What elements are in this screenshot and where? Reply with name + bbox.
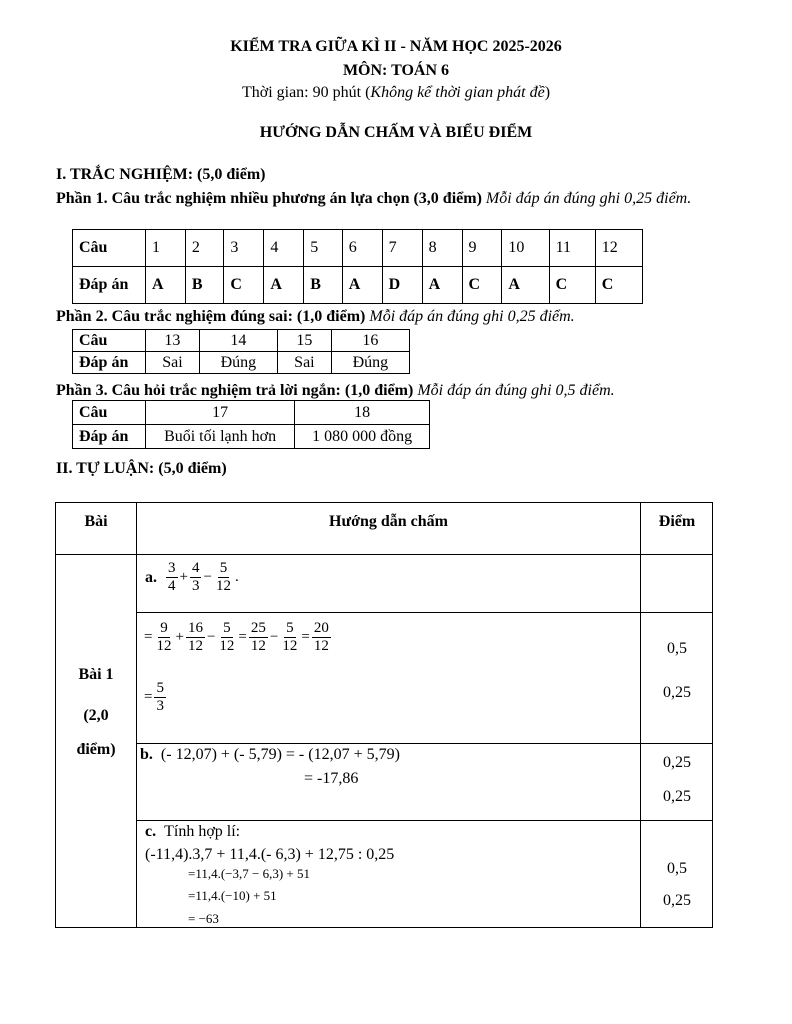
bai1c-label: c. — [145, 823, 157, 840]
col-header-bai: Bài — [84, 513, 108, 530]
part1-heading-bold: Phần 1. Câu trắc nghiệm nhiều phương án lựa chọn (3,0 điểm) — [56, 190, 482, 207]
denominator: 12 — [250, 638, 266, 654]
question-number-cell: 18 — [295, 401, 430, 425]
operator: + — [179, 569, 188, 585]
time-prefix: Thời gian: 90 phút ( — [241, 84, 371, 101]
denominator: 12 — [156, 638, 172, 654]
bai1b-score-1: 0,25 — [663, 754, 691, 771]
question-number-cell: 15 — [277, 330, 331, 352]
denominator: 3 — [156, 698, 164, 714]
question-number-cell: 11 — [549, 230, 595, 267]
denominator: 12 — [313, 638, 329, 654]
numerator: 9 — [160, 620, 168, 636]
part3-heading-note: Mỗi đáp án đúng ghi 0,5 điểm. — [413, 382, 615, 399]
question-number-cell: 2 — [185, 230, 223, 267]
question-number-cell: 9 — [462, 230, 502, 267]
operator: − — [203, 569, 212, 585]
question-number-cell: 17 — [146, 401, 295, 425]
fraction — [186, 620, 205, 655]
answer-cell: C — [595, 267, 642, 304]
bai1c-step1: =11,4.(−3,7 − 6,3) + 51 — [188, 866, 311, 881]
answer-cell: 1 080 000 đồng — [295, 425, 430, 449]
answer-cell: Buổi tối lạnh hơn — [146, 425, 295, 449]
numerator: 5 — [156, 680, 164, 696]
answer-cell: A — [342, 267, 382, 304]
denominator: 12 — [282, 638, 298, 654]
bai1b-line1 — [140, 746, 400, 764]
numerator: 25 — [250, 620, 266, 636]
bai1-label: Bài 1 — [78, 666, 114, 683]
question-number-cell: 8 — [422, 230, 462, 267]
section2-title: II. TỰ LUẬN: (5,0 điểm) — [56, 460, 227, 477]
denominator: 12 — [215, 578, 231, 594]
bai1c-title: Tính hợp lí: — [164, 823, 241, 840]
denominator: 4 — [168, 578, 176, 594]
question-number-cell: 13 — [146, 330, 200, 352]
answer-cell: D — [382, 267, 422, 304]
row-divider-b — [137, 743, 713, 744]
operator: = — [301, 629, 310, 645]
bai1-points-unit: điểm) — [76, 741, 116, 758]
bai1b-expression: (- 12,07) + (- 5,79) = - (12,07 + 5,79) — [160, 746, 400, 763]
question-number-cell: 14 — [199, 330, 277, 352]
part1-heading — [56, 190, 746, 208]
denominator: 12 — [219, 638, 235, 654]
denominator: 3 — [191, 578, 200, 594]
operator: + — [175, 629, 184, 645]
exam-time — [0, 84, 792, 102]
part1-heading-note: Mỗi đáp án đúng ghi 0,25 điểm. — [481, 190, 692, 207]
part2-question-header: Câu — [73, 330, 146, 352]
numerator: 3 — [168, 560, 176, 576]
col-header-score: Điểm — [658, 513, 696, 530]
part1-question-header: Câu — [73, 230, 146, 267]
bai1a-score-2: 0,25 — [663, 684, 691, 701]
exam-title: KIỂM TRA GIỮA KÌ II - NĂM HỌC 2025-2026 — [230, 38, 562, 55]
subject-title: MÔN: TOÁN 6 — [342, 62, 450, 79]
guide-title: HƯỚNG DẪN CHẤM VÀ BIỂU ĐIỂM — [259, 124, 533, 141]
answer-cell: A — [146, 267, 186, 304]
bai1c-score-2: 0,25 — [663, 892, 691, 909]
col-header-guide: Hướng dẫn chấm — [329, 513, 448, 530]
answer-cell: C — [462, 267, 502, 304]
question-number-cell: 16 — [331, 330, 409, 352]
time-note: Không kể thời gian phát đề — [370, 84, 545, 101]
question-number-cell: 10 — [502, 230, 549, 267]
numerator: 5 — [286, 620, 294, 636]
bai1c-step3: = −63 — [188, 911, 219, 926]
question-number-cell: 7 — [382, 230, 422, 267]
period: . — [234, 569, 239, 585]
question-number-cell: 6 — [342, 230, 382, 267]
time-suffix: ) — [544, 84, 551, 101]
answer-cell: C — [224, 267, 264, 304]
fraction — [154, 680, 166, 715]
question-number-cell: 12 — [595, 230, 642, 267]
bai1b-label: b. — [140, 746, 153, 763]
bai1c-score-1: 0,5 — [667, 860, 687, 877]
numerator: 4 — [191, 560, 200, 576]
section1-title — [56, 166, 265, 184]
numerator: 5 — [219, 560, 228, 576]
bai1c-heading — [145, 823, 240, 841]
answer-cell: B — [185, 267, 223, 304]
fraction — [249, 620, 268, 655]
answer-cell: C — [549, 267, 595, 304]
numerator: 5 — [223, 620, 231, 636]
fraction — [280, 620, 299, 655]
fraction — [166, 560, 178, 595]
bai1c-expression: (-11,4).3,7 + 11,4.(- 6,3) + 12,75 : 0,25 — [145, 846, 395, 863]
operator: − — [206, 629, 216, 645]
answer-cell: A — [264, 267, 304, 304]
answer-cell: Đúng — [199, 352, 277, 374]
part1-answer-table — [72, 229, 643, 304]
part2-answer-table — [72, 329, 410, 374]
part2-heading — [56, 308, 575, 326]
part3-answer-header: Đáp án — [73, 425, 146, 449]
row-divider-c — [137, 820, 713, 821]
part3-heading — [56, 382, 615, 400]
fraction — [217, 620, 236, 655]
bai1a-step2 — [143, 680, 167, 715]
bai1a-expression — [145, 560, 240, 595]
fraction — [312, 620, 331, 655]
score-divider-a — [640, 612, 713, 613]
part2-heading-bold: Phần 2. Câu trắc nghiệm đúng sai: (1,0 điểm) — [56, 308, 366, 325]
question-number-cell: 1 — [146, 230, 186, 267]
part2-answer-header: Đáp án — [73, 352, 146, 374]
fraction — [214, 560, 233, 595]
numerator: 20 — [313, 620, 329, 636]
operator: − — [269, 629, 279, 645]
question-number-cell: 4 — [264, 230, 304, 267]
part1-answer-header: Đáp án — [73, 267, 146, 304]
answer-cell: Đúng — [331, 352, 409, 374]
answer-cell: B — [304, 267, 342, 304]
part3-heading-bold: Phần 3. Câu hỏi trắc nghiệm trả lời ngắn: (1,0 điểm) — [56, 382, 414, 399]
bai1a-label: a. — [145, 568, 157, 586]
operator: = — [238, 629, 247, 645]
question-number-cell: 5 — [304, 230, 342, 267]
bai1a-step1 — [143, 620, 332, 655]
section1-title-bold: I. TRẮC NGHIỆM — [56, 166, 188, 183]
header-divider — [55, 554, 713, 555]
question-number-cell: 3 — [224, 230, 264, 267]
bai1b-line2: = -17,86 — [304, 770, 359, 787]
fraction — [154, 620, 173, 655]
answer-cell: Sai — [146, 352, 200, 374]
answer-cell: Sai — [277, 352, 331, 374]
operator: = — [144, 689, 153, 705]
bai1a-score-1: 0,5 — [667, 640, 687, 657]
operator: = — [144, 629, 153, 645]
part3-answer-table — [72, 400, 430, 449]
numerator: 16 — [187, 620, 203, 636]
fraction — [190, 560, 202, 595]
denominator: 12 — [187, 638, 203, 654]
row-divider-a — [137, 612, 640, 613]
answer-cell: A — [422, 267, 462, 304]
answer-cell: A — [502, 267, 549, 304]
part2-heading-note: Mỗi đáp án đúng ghi 0,25 điểm. — [365, 308, 575, 325]
bai1b-score-2: 0,25 — [663, 788, 691, 805]
part3-question-header: Câu — [73, 401, 146, 425]
section1-title-rest: : (5,0 điểm) — [187, 166, 266, 183]
bai1-points: (2,0 — [83, 707, 109, 724]
col-divider-1 — [136, 502, 137, 928]
bai1c-step2: =11,4.(−10) + 51 — [188, 888, 277, 903]
